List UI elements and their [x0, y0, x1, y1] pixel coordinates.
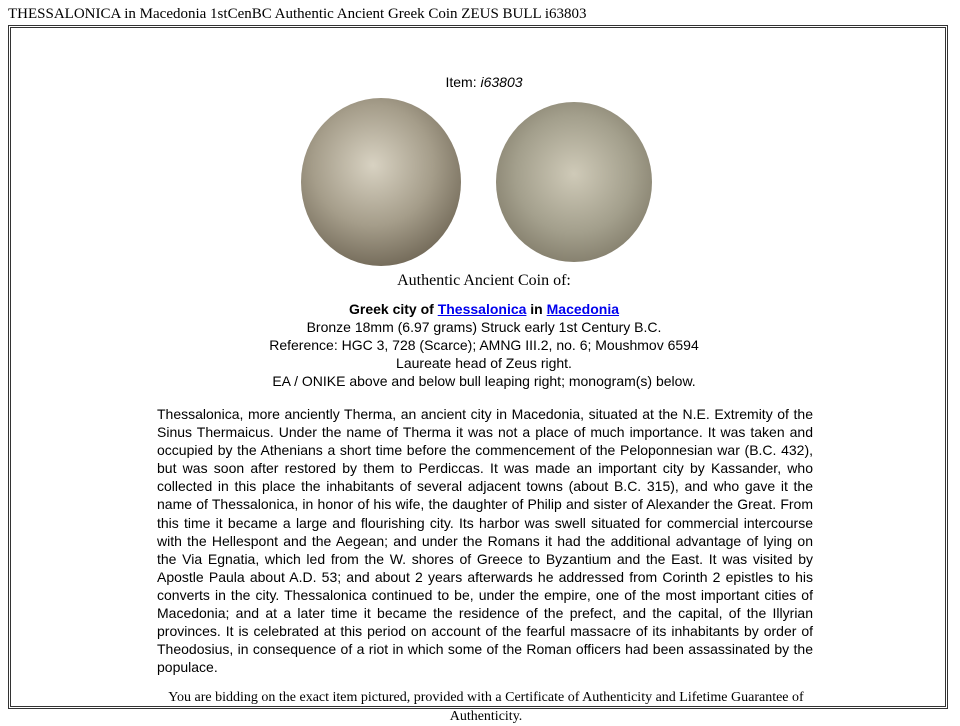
thessalonica-link[interactable]: Thessalonica [437, 301, 527, 317]
city-joiner: in [530, 301, 543, 317]
history-description: Thessalonica, more anciently Therma, an ancient city in Macedonia, situated at the N.E. Extremity of the Sinus Thermaicus. Under the name of Therma it was not a place of much importance. It was taken and occupied by the Athenians a short time before the commencement of the Peloponnesian war (B.C. 432), but was soon after restored by them to Perdiccas. It was made an important city by Kassander, who collected in this place the inhabitants of several adjacent towns (about B.C. 315), and who gave it the name of Thessalonica, in honor of his wife, the daughter of Philip and sister of Alexander the Great. From this time it became a large and flourishing city. Its harbor was swell situated for commercial intercourse with the Hellespont and the Aegean; and under the Romans it had the additional advantage of lying on the Via Egnatia, which led from the W. shores of Greece to Byzantium and the East. It was visited by Apostle Paula about A.D. 53; and about 2 years afterwards he addressed from Corinth 2 epistles to his converts in the city. Thessalonica continued to be, under the empire, one of the most important cities of Macedonia; and at a later time it became the residence of the prefect, and the capital, of the Illyrian provinces. It is celebrated at this period on account of the fearful massacre of its inhabitants by order of Theodosius, in consequence of a riot in which some of the Roman officers had been assassinated by the populace. [157, 406, 813, 676]
detail-reference: Reference: HGC 3, 728 (Scarce); AMNG III.2, no. 6; Moushmov 6594 [269, 337, 699, 353]
city-prefix: Greek city of [348, 301, 434, 317]
item-number [11, 74, 957, 90]
coin-details [11, 300, 957, 390]
detail-size: Bronze 18mm (6.97 grams) Struck early 1st Century B.C. [306, 319, 662, 335]
detail-reverse: EA / ONIKE above and below bull leaping right; monogram(s) below. [272, 373, 696, 389]
coin-obverse-image [301, 98, 461, 266]
macedonia-link[interactable]: Macedonia [546, 301, 619, 317]
listing-frame [8, 25, 948, 724]
item-id: i63803 [480, 74, 523, 90]
coin-heading: Authentic Ancient Coin of: [397, 272, 571, 289]
coin-reverse-image [496, 102, 652, 262]
detail-obverse: Laureate head of Zeus right. [396, 355, 572, 371]
item-label: Item: [445, 74, 477, 90]
guarantee-note: You are bidding on the exact item pictured, provided with a Certificate of Authenticity and Lifetime Guarantee of Authenticity. [168, 690, 804, 724]
page-title: THESSALONICA in Macedonia 1stCenBC Authentic Ancient Greek Coin ZEUS BULL i63803 [8, 6, 587, 22]
